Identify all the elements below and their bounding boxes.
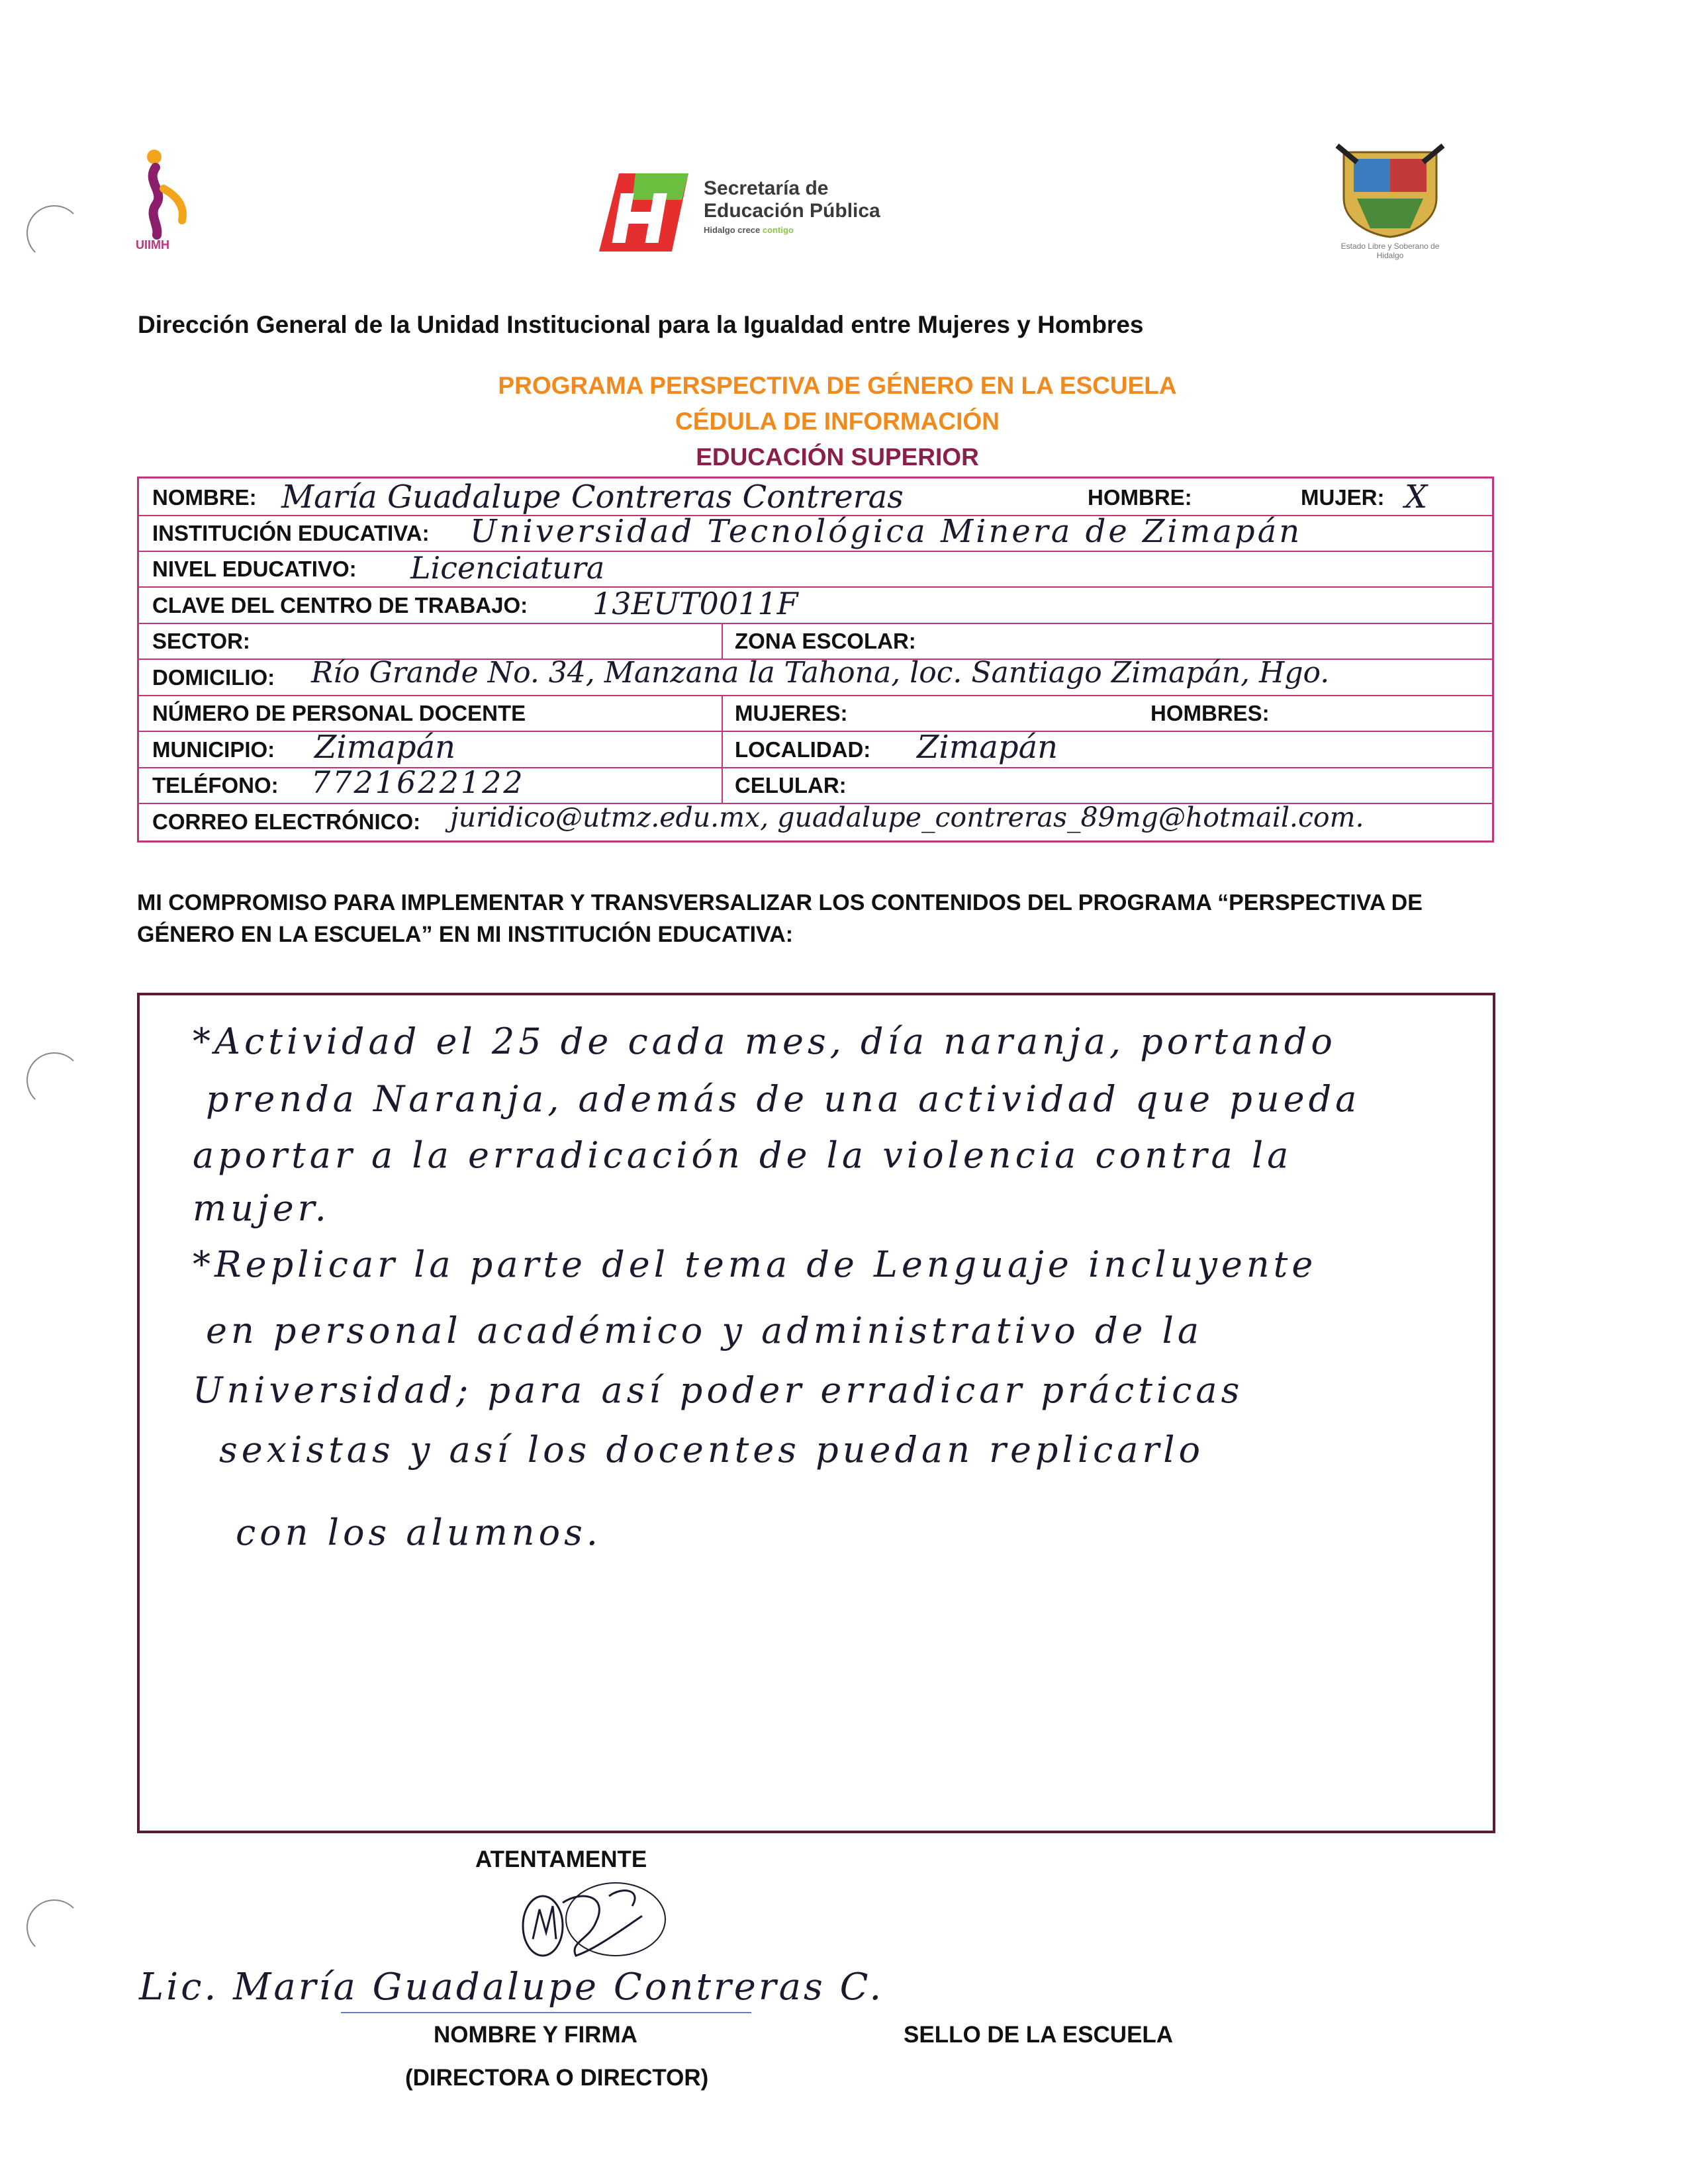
director-label: (DIRECTORA O DIRECTOR) [405,2065,709,2091]
commitment-line: prenda Naranja, además de una actividad que pueda [206,1078,1361,1120]
correo-label: CORREO ELECTRÓNICO: [152,809,421,834]
personal-docente-label: NÚMERO DE PERSONAL DOCENTE [152,701,526,725]
nombre-label: NOMBRE: [152,485,257,510]
punch-hole-mark [26,1052,82,1108]
punch-hole-mark [26,1899,82,1955]
uiimh-logo: UIIMH [129,142,209,258]
level-title: EDUCACIÓN SUPERIOR [696,443,979,471]
school-seal-label: SELLO DE LA ESCUELA [904,2022,1174,2048]
mujer-value: X [1405,478,1428,516]
telefono-value: 7721622122 [311,764,525,800]
cedula-title: CÉDULA DE INFORMACIÓN [675,408,1000,435]
celular-label: CELULAR: [735,773,847,797]
signer-name: Lic. María Guadalupe Contreras C. [139,1966,884,2009]
nombre-firma-label: NOMBRE Y FIRMA [434,2022,637,2048]
nivel-value: Licenciatura [410,550,605,586]
signature-line [341,2012,751,2013]
nivel-label: NIVEL EDUCATIVO: [152,557,357,581]
commitment-line: Universidad; para así poder erradicar prácticas [193,1369,1244,1411]
clave-label: CLAVE DEL CENTRO DE TRABAJO: [152,593,528,617]
domicilio-value: Río Grande No. 34, Manzana la Tahona, loc. Santiago Zimapán, Hgo. [311,656,1330,690]
correo-value: juridico@utmz.edu.mx, guadalupe_contreras_89mg@hotmail.com. [450,801,1364,833]
localidad-value: Zimapán [917,729,1058,766]
commitment-line: sexistas y así los docentes puedan replicarlo [219,1429,1205,1471]
zona-escolar-label: ZONA ESCOLAR: [735,629,916,653]
commitment-line: aportar a la erradicación de la violencia contra la [193,1134,1293,1176]
sector-label: SECTOR: [152,629,250,653]
hombres-label: HOMBRES: [1150,701,1270,725]
hidalgo-h-icon [599,173,688,251]
commitment-line: en personal académico y administrativo de la [206,1310,1203,1351]
hidalgo-coat-of-arms: Estado Libre y Soberano de Hidalgo [1331,139,1450,265]
telefono-label: TELÉFONO: [152,773,279,797]
commitment-box [137,993,1495,1833]
mujeres-label: MUJERES: [735,701,848,725]
commitment-line: con los alumnos. [236,1512,602,1553]
localidad-label: LOCALIDAD: [735,737,871,762]
program-title: PROGRAMA PERSPECTIVA DE GÉNERO EN LA ESCUELA [498,372,1177,399]
atentamente-label: ATENTAMENTE [475,1846,647,1872]
signature-mark [510,1876,675,1969]
sep-logo: Secretaría de Educación Pública Hidalgo crece contigo [599,173,890,253]
municipio-label: MUNICIPIO: [152,737,275,762]
nombre-value: María Guadalupe Contreras Contreras [281,478,904,516]
information-form [137,477,1494,842]
commitment-line: *Actividad el 25 de cada mes, día naranja, portando [193,1021,1336,1062]
commitment-heading: MI COMPROMISO PARA IMPLEMENTAR Y TRANSVERSALIZAR LOS CONTENIDOS DEL PROGRAMA “PERSPECTIVA DE GÉNERO EN LA ESCUELA” EN MI INSTITUCIÓN EDUCATIVA: [137,890,1423,947]
institucion-label: INSTITUCIÓN EDUCATIVA: [152,521,430,545]
clave-value: 13EUT0011F [592,586,798,621]
domicilio-label: DOMICILIO: [152,665,275,690]
hombre-label: HOMBRE: [1088,485,1192,510]
municipio-value: Zimapán [314,729,456,766]
commitment-line: mujer. [193,1187,330,1229]
commitment-line: *Replicar la parte del tema de Lenguaje incluyente [193,1244,1317,1285]
institucion-value: Universidad Tecnológica Minera de Zimapán [470,513,1303,550]
punch-hole-mark [26,205,82,261]
mujer-label: MUJER: [1301,485,1385,510]
direction-heading: Dirección General de la Unidad Institucional para la Igualdad entre Mujeres y Hombres [138,311,1144,338]
